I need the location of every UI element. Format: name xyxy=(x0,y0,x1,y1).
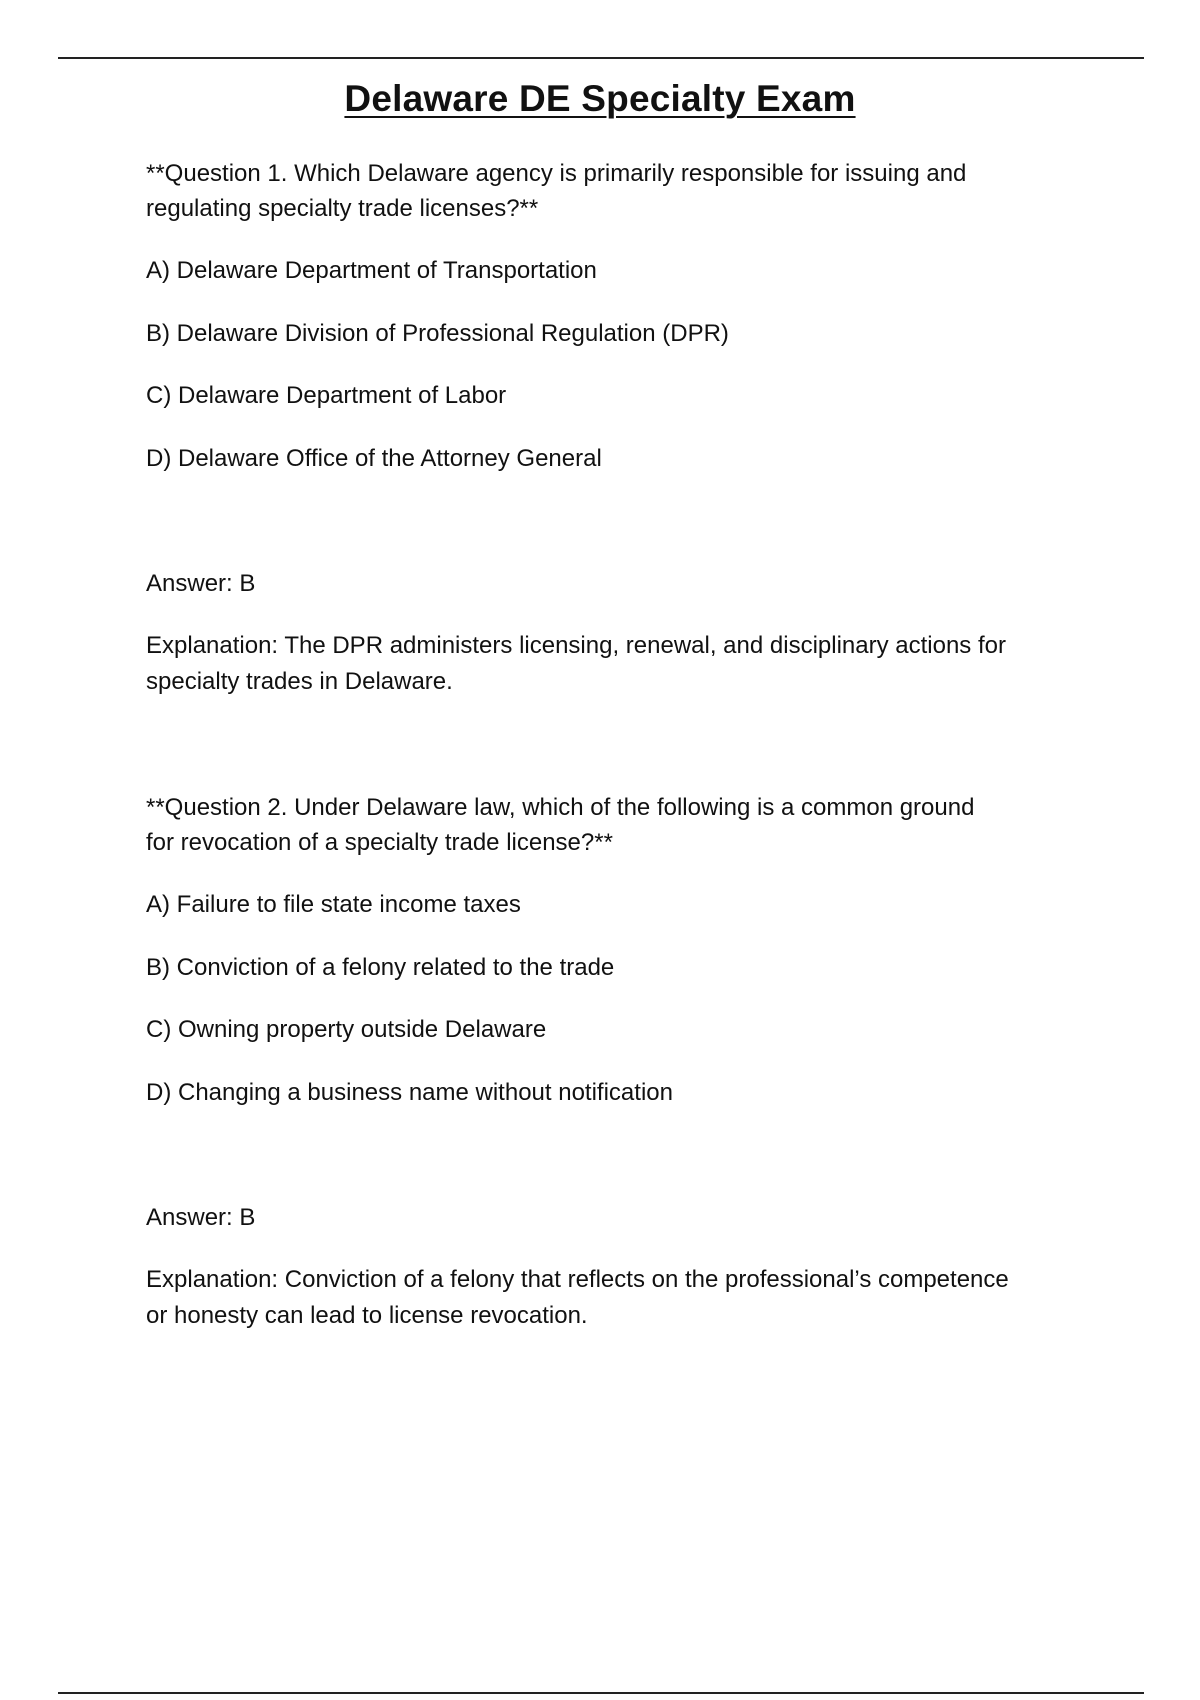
question-1-explanation-line-1: Explanation: The DPR administers licensing, renewal, and disciplinary actions for xyxy=(146,632,1006,659)
question-1-explanation-line-2: specialty trades in Delaware. xyxy=(146,668,453,695)
question-2-option-d: D) Changing a business name without notification xyxy=(146,1079,673,1106)
question-2-answer: Answer: B xyxy=(146,1204,256,1231)
question-1-option-b: B) Delaware Division of Professional Regulation (DPR) xyxy=(146,320,729,347)
question-1-text-line-2: regulating specialty trade licenses?** xyxy=(146,195,539,222)
bottom-rule xyxy=(58,1692,1144,1694)
question-1-option-a: A) Delaware Department of Transportation xyxy=(146,257,597,284)
question-1-option-d: D) Delaware Office of the Attorney General xyxy=(146,445,602,472)
question-2-explanation-line-1: Explanation: Conviction of a felony that reflects on the professional’s competence xyxy=(146,1266,1009,1293)
page-title: Delaware DE Specialty Exam xyxy=(344,78,856,119)
question-2-explanation-line-2: or honesty can lead to license revocation. xyxy=(146,1302,588,1329)
question-2-option-b: B) Conviction of a felony related to the trade xyxy=(146,954,615,981)
question-2-text-line-1: **Question 2. Under Delaware law, which of the following is a common ground xyxy=(146,794,975,821)
question-1-answer: Answer: B xyxy=(146,570,256,597)
top-rule xyxy=(58,57,1144,59)
question-2-option-c: C) Owning property outside Delaware xyxy=(146,1016,547,1043)
question-1-text-line-1: **Question 1. Which Delaware agency is primarily responsible for issuing and xyxy=(146,160,967,187)
question-1-option-c: C) Delaware Department of Labor xyxy=(146,382,507,409)
question-2-text-line-2: for revocation of a specialty trade license?** xyxy=(146,829,613,856)
question-2-option-a: A) Failure to file state income taxes xyxy=(146,891,521,918)
